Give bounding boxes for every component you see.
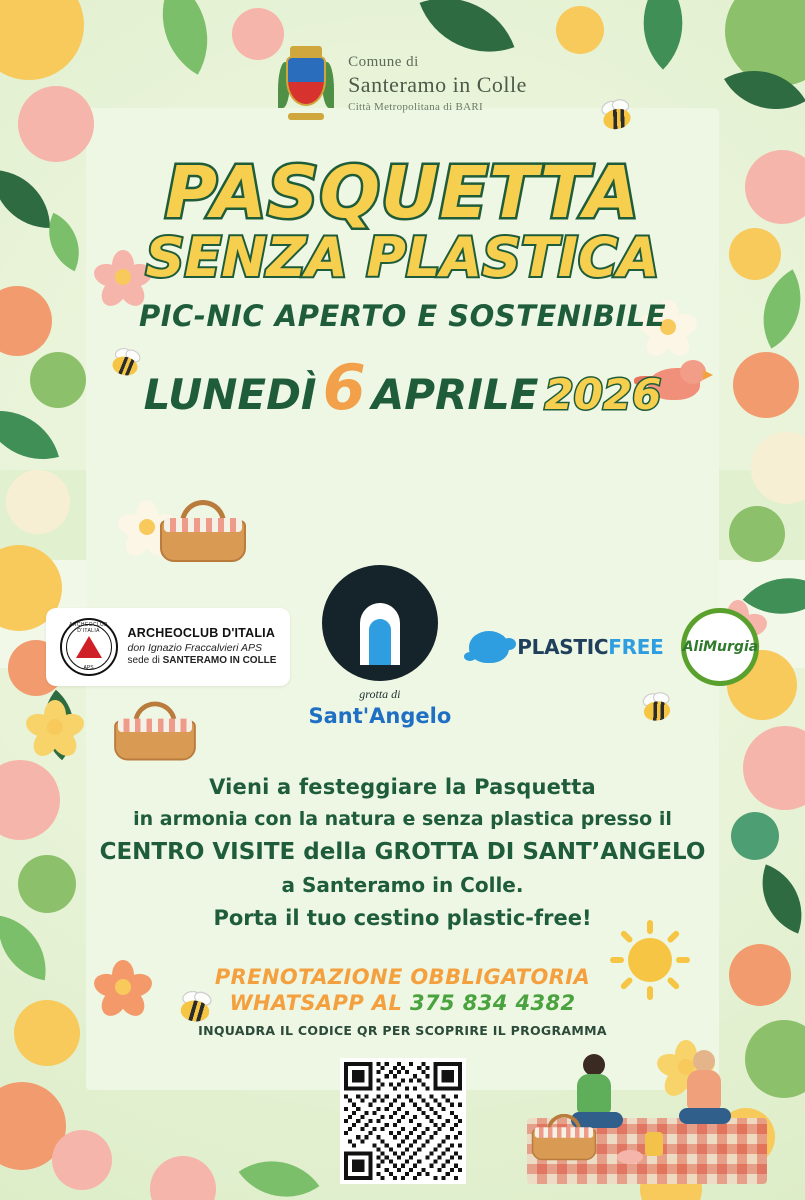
grotta-caption-big: Sant'Angelo <box>308 704 452 728</box>
decor-circle <box>729 506 785 562</box>
decor-circle <box>52 1130 112 1190</box>
seal-bottom-text: APS <box>83 664 94 671</box>
booking-info <box>0 965 805 1038</box>
location-prefix: sede di <box>127 654 163 666</box>
qr-code-icon[interactable] <box>340 1058 466 1184</box>
date-number: 6 <box>322 350 366 424</box>
body-line-4: a Santeramo in Colle. <box>281 873 524 897</box>
picnic-basket-icon <box>532 1114 597 1161</box>
booking-line-1: PRENOTAZIONE OBBLIGATORIA <box>214 965 591 989</box>
picnic-basket-icon <box>160 500 246 562</box>
body-line-5: Porta il tuo cestino plastic-free! <box>213 906 592 930</box>
coat-of-arms-icon <box>278 46 334 120</box>
date-year: 2026 <box>544 369 662 419</box>
event-date <box>0 351 805 424</box>
archeoclub-name: ARCHEOCLUB D'ITALIA <box>127 625 276 640</box>
comune-line1: Comune di <box>348 53 419 70</box>
sponsor-logos <box>0 565 805 728</box>
title-line-2: SENZA PLASTICA <box>145 225 660 289</box>
archeoclub-location <box>128 655 277 668</box>
sea-turtle-icon <box>469 631 509 663</box>
phone-number[interactable]: 375 834 4382 <box>409 991 576 1015</box>
logo-archeoclub[interactable] <box>46 608 291 686</box>
poster-titles <box>0 151 805 424</box>
location-name: SANTERAMO IN COLLE <box>162 654 277 666</box>
comune-line3: Città Metropolitana di BARI <box>348 100 483 113</box>
booking-line-2 <box>0 991 805 1015</box>
whatsapp-label: WHATSAPP AL <box>229 991 410 1015</box>
decor-circle <box>6 470 70 534</box>
municipality-header <box>0 46 805 120</box>
body-line-2: in armonia con la natura e senza plastica presso il <box>133 808 672 830</box>
poster-subtitle: PIC-NIC APERTO E SOSTENIBILE <box>138 298 667 333</box>
archeoclub-subtitle: don Ignazio Fraccalvieri APS <box>127 641 262 654</box>
date-month: APRILE <box>371 369 539 419</box>
logo-alimurgia[interactable] <box>681 608 759 686</box>
title-line-1: PASQUETTA <box>164 151 641 234</box>
date-day-label: LUNEDÌ <box>143 369 317 419</box>
logo-grotta-sant-angelo[interactable] <box>308 565 451 728</box>
poster-body-text <box>60 775 745 930</box>
body-line-1: Vieni a festeggiare la Pasquetta <box>209 775 596 799</box>
body-line-3: CENTRO VISITE della GROTTA DI SANT’ANGELO <box>99 839 706 865</box>
qr-hint: INQUADRA IL CODICE QR PER SCOPRIRE IL PROGRAMMA <box>198 1023 607 1038</box>
plasticfree-text <box>517 635 663 659</box>
municipality-text <box>348 54 527 113</box>
plastic-word: PLASTIC <box>517 634 609 659</box>
seal-top-text: ARCHEOCLUB D'ITALIA <box>69 621 108 634</box>
grotta-caption-small: grotta di <box>359 687 401 701</box>
archeoclub-seal-icon <box>60 618 118 676</box>
person-right <box>673 1050 743 1146</box>
alimurgia-text: AliMurgia <box>682 638 759 655</box>
free-word: FREE <box>608 634 664 659</box>
comune-line2: Santeramo in Colle <box>348 71 527 97</box>
logo-plasticfree[interactable] <box>469 631 663 663</box>
jar-icon <box>645 1132 663 1156</box>
food-plate-icon <box>617 1150 643 1164</box>
cave-entrance-icon <box>322 565 438 681</box>
